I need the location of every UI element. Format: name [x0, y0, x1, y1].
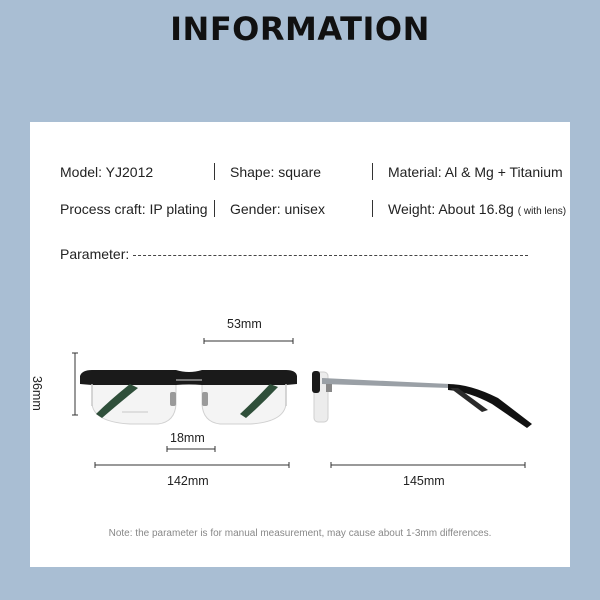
- spec-weight-value: Weight: About 16.8g: [388, 201, 514, 217]
- spec-weight-note: ( with lens): [517, 206, 567, 217]
- side-temple-arm: [322, 378, 450, 388]
- glasses-side-view: [312, 371, 532, 428]
- info-card: [30, 122, 570, 567]
- spec-material: Material: Al & Mg + Titanium: [388, 164, 563, 180]
- disclaimer-note: Note: the parameter is for manual measurement, may cause about 1-3mm differences.: [108, 528, 492, 539]
- spec-model: Model: YJ2012: [60, 164, 154, 180]
- bridge-label: 18mm: [170, 431, 205, 445]
- spec-process: Process craft: IP plating: [60, 201, 208, 217]
- frame-width-label: 142mm: [167, 474, 209, 488]
- spec-shape: Shape: square: [230, 164, 322, 180]
- parameter-label: Parameter:: [60, 246, 130, 262]
- glasses-illustration: [30, 122, 570, 567]
- lens-width-label: 53mm: [227, 317, 262, 331]
- lens-height-label: 36mm: [30, 376, 44, 411]
- frame-top-bar: [80, 370, 297, 385]
- side-rim: [312, 371, 320, 393]
- page-title: INFORMATION: [170, 10, 430, 48]
- spec-gender: Gender: unisex: [230, 201, 325, 217]
- temple-length-label: 145mm: [403, 474, 445, 488]
- glasses-front-view: [80, 370, 297, 424]
